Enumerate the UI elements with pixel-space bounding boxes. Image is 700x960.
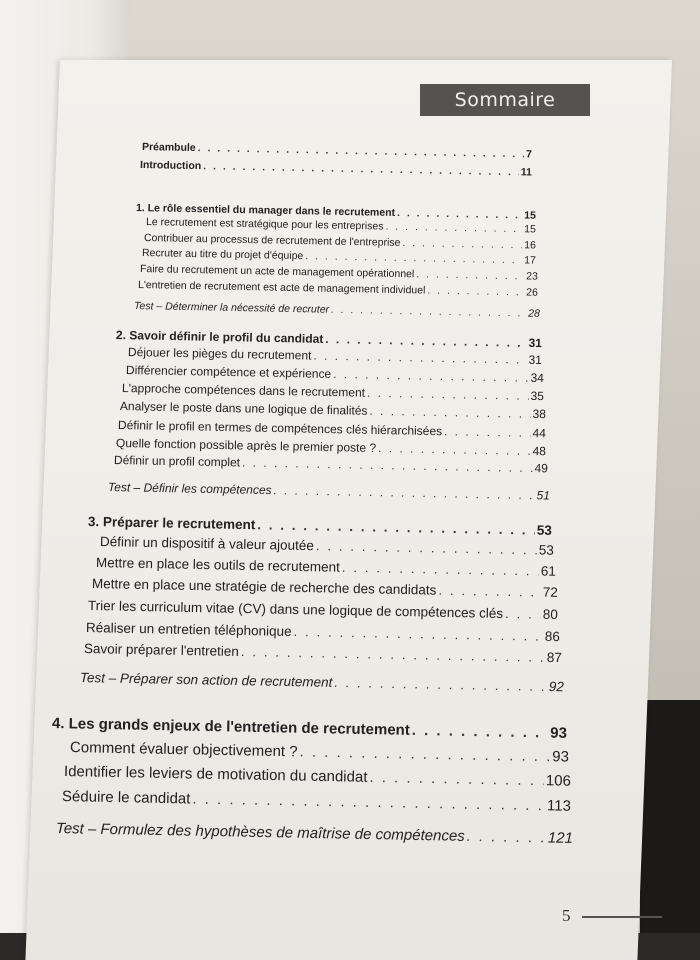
toc-entry-page-number: 72 (542, 584, 559, 600)
toc-entry-label: 1. Le rôle essentiel du manager dans le recrutement (135, 202, 396, 219)
toc-entry-page-number: 51 (536, 488, 551, 503)
dot-leader (369, 769, 544, 789)
toc-entry (52, 715, 567, 742)
dot-leader (198, 142, 525, 160)
toc-entry-label: Réaliser un entretien téléphonique (85, 620, 292, 639)
toc-entry-page-number: 35 (530, 388, 545, 404)
toc-entry-page-number: 93 (552, 748, 570, 766)
toc-entry-page-number: 26 (526, 286, 539, 299)
toc-entry-label: 3. Préparer le recrutement (87, 514, 256, 533)
toc-entry (108, 480, 550, 502)
toc-entry-page-number: 80 (542, 606, 559, 623)
toc-entry-page-number: 31 (528, 335, 543, 351)
dot-leader (293, 624, 543, 644)
page-title: Sommaire (420, 84, 590, 116)
dot-leader (385, 221, 522, 236)
dot-leader (427, 285, 524, 299)
dot-leader (331, 304, 526, 320)
dot-leader (316, 538, 537, 557)
toc-entry-label: Le recrutement est stratégique pour les entreprises (145, 216, 384, 233)
toc-entry-label: Mettre en place les outils de recrutement (95, 555, 340, 575)
toc-entry (88, 598, 558, 622)
toc-entry-page-number: 48 (532, 443, 547, 459)
toc-entry-page-number: 44 (532, 425, 547, 441)
toc-entry-page-number: 15 (524, 223, 537, 236)
toc-entry-label: Définir le profil en termes de compétences clés hiérarchisées (117, 418, 443, 439)
toc-entry-page-number: 28 (528, 307, 541, 320)
toc-entry-label: Savoir préparer l'entretien (83, 641, 240, 659)
toc-entry-label: Identifier les leviers de motivation du candidat (63, 763, 368, 786)
toc-entry-page-number: 113 (546, 797, 572, 815)
toc-entry-label: 2. Savoir définir le profil du candidat (115, 328, 324, 346)
toc-entry-page-number: 16 (524, 239, 537, 252)
toc-entry-label: L'approche compétences dans le recrutement (121, 381, 366, 400)
toc-entry-page-number: 53 (536, 522, 553, 538)
toc-entry (64, 763, 571, 790)
dot-leader (367, 386, 529, 403)
toc-entry-label: Faire du recrutement un acte de management opérationnel (139, 263, 415, 281)
toc-entry-page-number: 86 (544, 628, 561, 645)
toc-entry-page-number: 121 (547, 829, 574, 847)
toc-entry-label: Différencier compétence et expérience (125, 363, 332, 381)
toc-entry-label: Analyser le poste dans une logique de finalités (119, 399, 368, 418)
toc-entry-label: Séduire le candidat (61, 788, 191, 808)
dot-leader (203, 160, 519, 178)
page-number: 5 (562, 906, 571, 925)
dot-leader (412, 722, 549, 742)
toc-entry-label: Test – Formulez des hypothèses de maîtrise de compétences (55, 820, 465, 845)
toc-entry-label: Test – Préparer son action de recrutement (79, 670, 333, 690)
toc-entry (92, 576, 558, 600)
toc-entry-label: Quelle fonction possible après le premier poste ? (115, 436, 377, 455)
toc-entry-label: Trier les curriculum vitae (CV) dans une logique de compétences clés (87, 598, 504, 621)
toc-entry-page-number: 106 (545, 772, 572, 790)
toc-entry-label: Définir un profil complet (113, 453, 241, 470)
toc-entry (134, 300, 540, 320)
toc-entry-label: Définir un dispositif à valeur ajoutée (99, 534, 314, 554)
toc-entry-label: Mettre en place une stratégie de recherche des candidats (91, 576, 437, 598)
dot-leader (505, 606, 541, 622)
toc-entry (96, 555, 556, 579)
toc-entry-page-number: 31 (528, 352, 543, 367)
dot-leader (369, 404, 530, 421)
toc-entry-label: Test – Définir les compétences (107, 480, 272, 498)
toc-entry (70, 739, 569, 766)
toc-entry-page-number: 92 (548, 679, 565, 695)
toc-entry (84, 641, 562, 665)
toc-entry-page-number: 34 (530, 370, 545, 386)
toc-entry (80, 670, 564, 694)
dot-leader (273, 483, 534, 502)
toc-entry-label: Préambule (141, 141, 196, 155)
dot-leader (397, 207, 522, 221)
toc-entry (86, 620, 560, 644)
dot-leader (438, 583, 541, 600)
toc-entry-label: Introduction (139, 159, 202, 173)
dot-leader (242, 455, 533, 475)
footer-rule (582, 916, 662, 918)
toc-entry (138, 279, 538, 299)
toc-entry-label: Déjouer les pièges du recrutement (127, 345, 312, 363)
dot-leader (299, 743, 550, 765)
dot-leader (333, 367, 529, 385)
dot-leader (257, 517, 535, 537)
toc-entry (56, 820, 573, 847)
toc-entry-page-number: 87 (546, 649, 563, 666)
toc-entry (62, 788, 571, 815)
dot-leader (192, 791, 545, 815)
toc-entry-page-number: 93 (550, 724, 568, 742)
toc-entry-page-number: 7 (525, 148, 533, 161)
toc-entry (140, 159, 532, 179)
toc-entry-page-number: 38 (532, 406, 547, 422)
toc-entry-label: Test – Déterminer la nécessité de recruter (133, 300, 330, 316)
toc-entry (120, 399, 546, 421)
toc-entry-page-number: 61 (540, 563, 557, 579)
dot-leader (325, 332, 526, 350)
toc-entry-label: L'entretien de recrutement est acte de management individuel (137, 279, 426, 297)
toc-entry-label: Comment évaluer objectivement ? (69, 739, 298, 761)
dot-leader (416, 268, 524, 282)
toc-entry-page-number: 15 (524, 209, 537, 222)
toc-entry-label: Contribuer au processus de recrutement de l'entreprise (143, 232, 401, 249)
toc-entry-page-number: 49 (534, 461, 549, 476)
toc-entry (100, 534, 554, 558)
toc-entry-label: Recruter au titre du projet d'équipe (141, 247, 304, 263)
toc-entry (142, 141, 532, 160)
dot-leader (241, 644, 545, 665)
dot-leader (444, 424, 531, 440)
dot-leader (334, 675, 547, 694)
dot-leader (342, 560, 539, 579)
dot-leader (305, 250, 522, 266)
toc-entry-page-number: 17 (524, 254, 537, 267)
toc-entry-page-number: 23 (526, 270, 539, 283)
toc-entry-page-number: 11 (520, 166, 533, 179)
toc-entry-page-number: 53 (538, 542, 555, 558)
dot-leader (378, 441, 531, 458)
dot-leader (402, 237, 522, 251)
dot-leader (467, 828, 546, 847)
dot-leader (313, 349, 526, 367)
toc-entry-label: 4. Les grands enjeux de l'entretien de recrutement (51, 715, 410, 739)
